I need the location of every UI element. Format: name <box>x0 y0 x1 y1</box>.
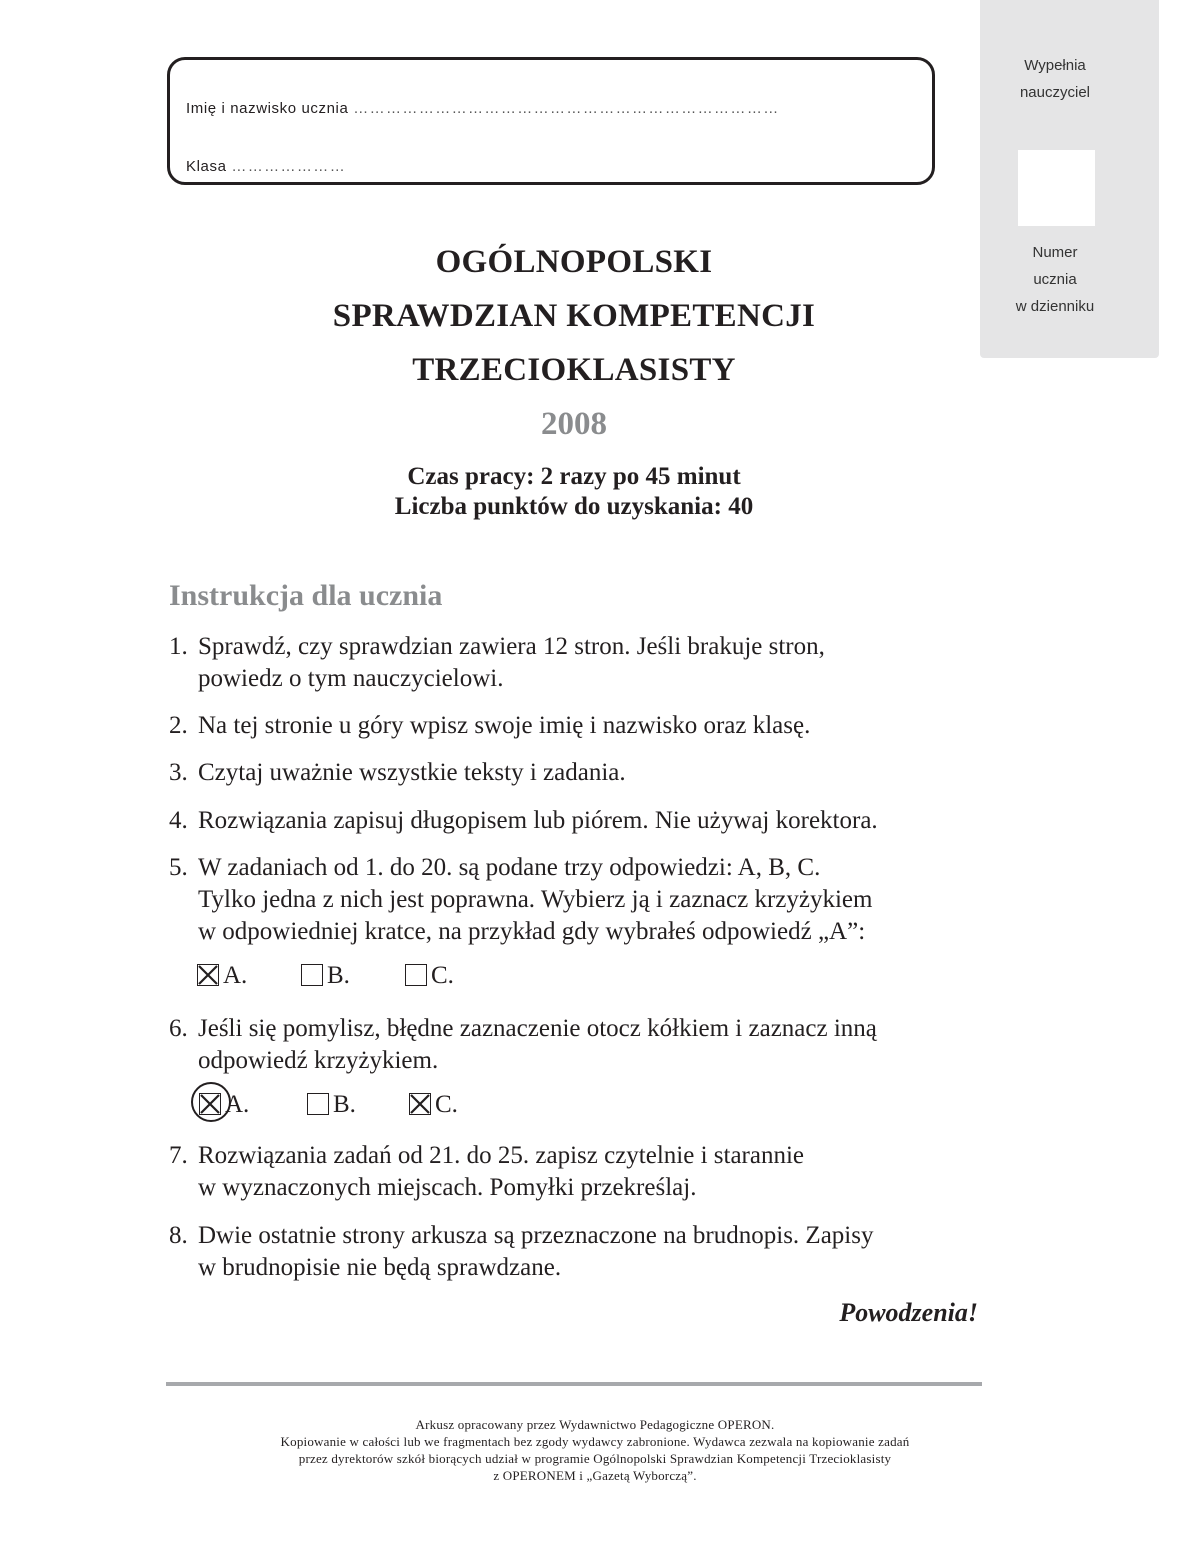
exam-time: Czas pracy: 2 razy po 45 minut <box>407 463 741 490</box>
title-line-2: SPRAWDZIAN KOMPETENCJI <box>332 298 816 334</box>
student-number-label: Numer ucznia w dzienniku <box>1015 244 1095 315</box>
example-option-b[interactable] <box>307 1091 356 1119</box>
empty-box-icon <box>301 964 323 986</box>
checked-box-icon <box>409 1093 431 1115</box>
student-number-box[interactable] <box>1018 150 1095 226</box>
footer-line: Kopiowanie w całości lub we fragmentach bez zgody wydawcy zabronione. Wydawca zezwala na kopiowanie zadań <box>280 1434 910 1449</box>
footer-divider <box>166 1382 982 1386</box>
footer-line: przez dyrektorów szkół biorących udział w programie Ogólnopolski Sprawdzian Kompetencji Trzecioklasisty <box>298 1451 892 1466</box>
title-line-3: TRZECIOKLASISTY <box>412 352 736 388</box>
instruction-text: Na tej stronie u góry wpisz swoje imię i nazwisko oraz klasę. <box>198 712 811 739</box>
option-label: C. <box>431 962 454 989</box>
option-label: B. <box>333 1091 356 1118</box>
footer-line: z OPERONEM i „Gazetą Wyborczą”. <box>493 1468 697 1483</box>
empty-box-icon <box>405 964 427 986</box>
instruction-number: 3. <box>169 759 188 786</box>
instruction-text: Rozwiązania zapisuj długopisem lub piórem. Nie używaj korektora. <box>198 807 878 834</box>
example-option-b[interactable] <box>301 962 350 990</box>
teacher-fill-label: Wypełnia nauczyciel <box>1019 57 1091 101</box>
checked-box-icon <box>197 964 219 986</box>
instruction-text: Czytaj uważnie wszystkie teksty i zadania. <box>198 759 626 786</box>
example-option-c[interactable] <box>405 962 454 990</box>
example-option-c-checked[interactable] <box>409 1091 458 1119</box>
instruction-text: Dwie ostatnie strony arkusza są przeznaczone na brudnopis. Zapisy w brudnopisie nie będą sprawdzane. <box>198 1222 874 1281</box>
instruction-number: 2. <box>169 712 188 739</box>
option-label: B. <box>327 962 350 989</box>
student-info-box <box>167 57 935 185</box>
option-label: A. <box>225 1091 250 1118</box>
instructions-heading: Instrukcja dla ucznia <box>169 579 443 612</box>
class-dots: ………………… <box>231 158 347 175</box>
exam-year: 2008 <box>541 406 607 442</box>
empty-box-icon <box>307 1093 329 1115</box>
instruction-number: 5. <box>169 854 188 881</box>
circled-checked-box-icon <box>199 1093 221 1115</box>
instruction-text: W zadaniach od 1. do 20. są podane trzy odpowiedzi: A, B, C. Tylko jedna z nich jest poprawna. Wybierz ją i zaznacz krzyżykiem w odpowiedniej kratce, na przykład gdy wybrałeś odpowiedź „A”: <box>198 854 873 945</box>
instruction-number: 6. <box>169 1015 188 1042</box>
class-label: Klasa <box>186 158 227 175</box>
instruction-number: 7. <box>169 1142 188 1169</box>
instruction-number: 8. <box>169 1222 188 1249</box>
title-line-1: OGÓLNOPOLSKI <box>435 244 713 280</box>
class-field[interactable] <box>186 158 346 175</box>
instruction-number: 1. <box>169 633 188 660</box>
instruction-number: 4. <box>169 807 188 834</box>
footer-line: Arkusz opracowany przez Wydawnictwo Pedagogiczne OPERON. <box>415 1417 775 1432</box>
closing-wish: Powodzenia! <box>839 1298 978 1327</box>
name-dots: …………………………………………………………………… <box>353 100 780 117</box>
teacher-panel <box>980 0 1159 358</box>
option-label: A. <box>223 962 248 989</box>
example-option-a[interactable] <box>197 962 247 990</box>
exam-points: Liczba punktów do uzyskania: 40 <box>394 493 754 520</box>
example-option-a-circled[interactable] <box>199 1091 249 1119</box>
option-label: C. <box>435 1091 458 1118</box>
name-label: Imię i nazwisko ucznia <box>186 100 349 117</box>
name-field[interactable] <box>186 100 780 117</box>
instruction-text: Jeśli się pomylisz, błędne zaznaczenie otocz kółkiem i zaznacz inną odpowiedź krzyżykiem. <box>198 1015 877 1074</box>
instruction-text: Sprawdź, czy sprawdzian zawiera 12 stron. Jeśli brakuje stron, powiedz o tym nauczycielowi. <box>198 633 825 692</box>
footer <box>180 1416 1010 1484</box>
instruction-text: Rozwiązania zadań od 21. do 25. zapisz czytelnie i starannie w wyznaczonych miejscach. Pomyłki przekreślaj. <box>198 1142 805 1201</box>
